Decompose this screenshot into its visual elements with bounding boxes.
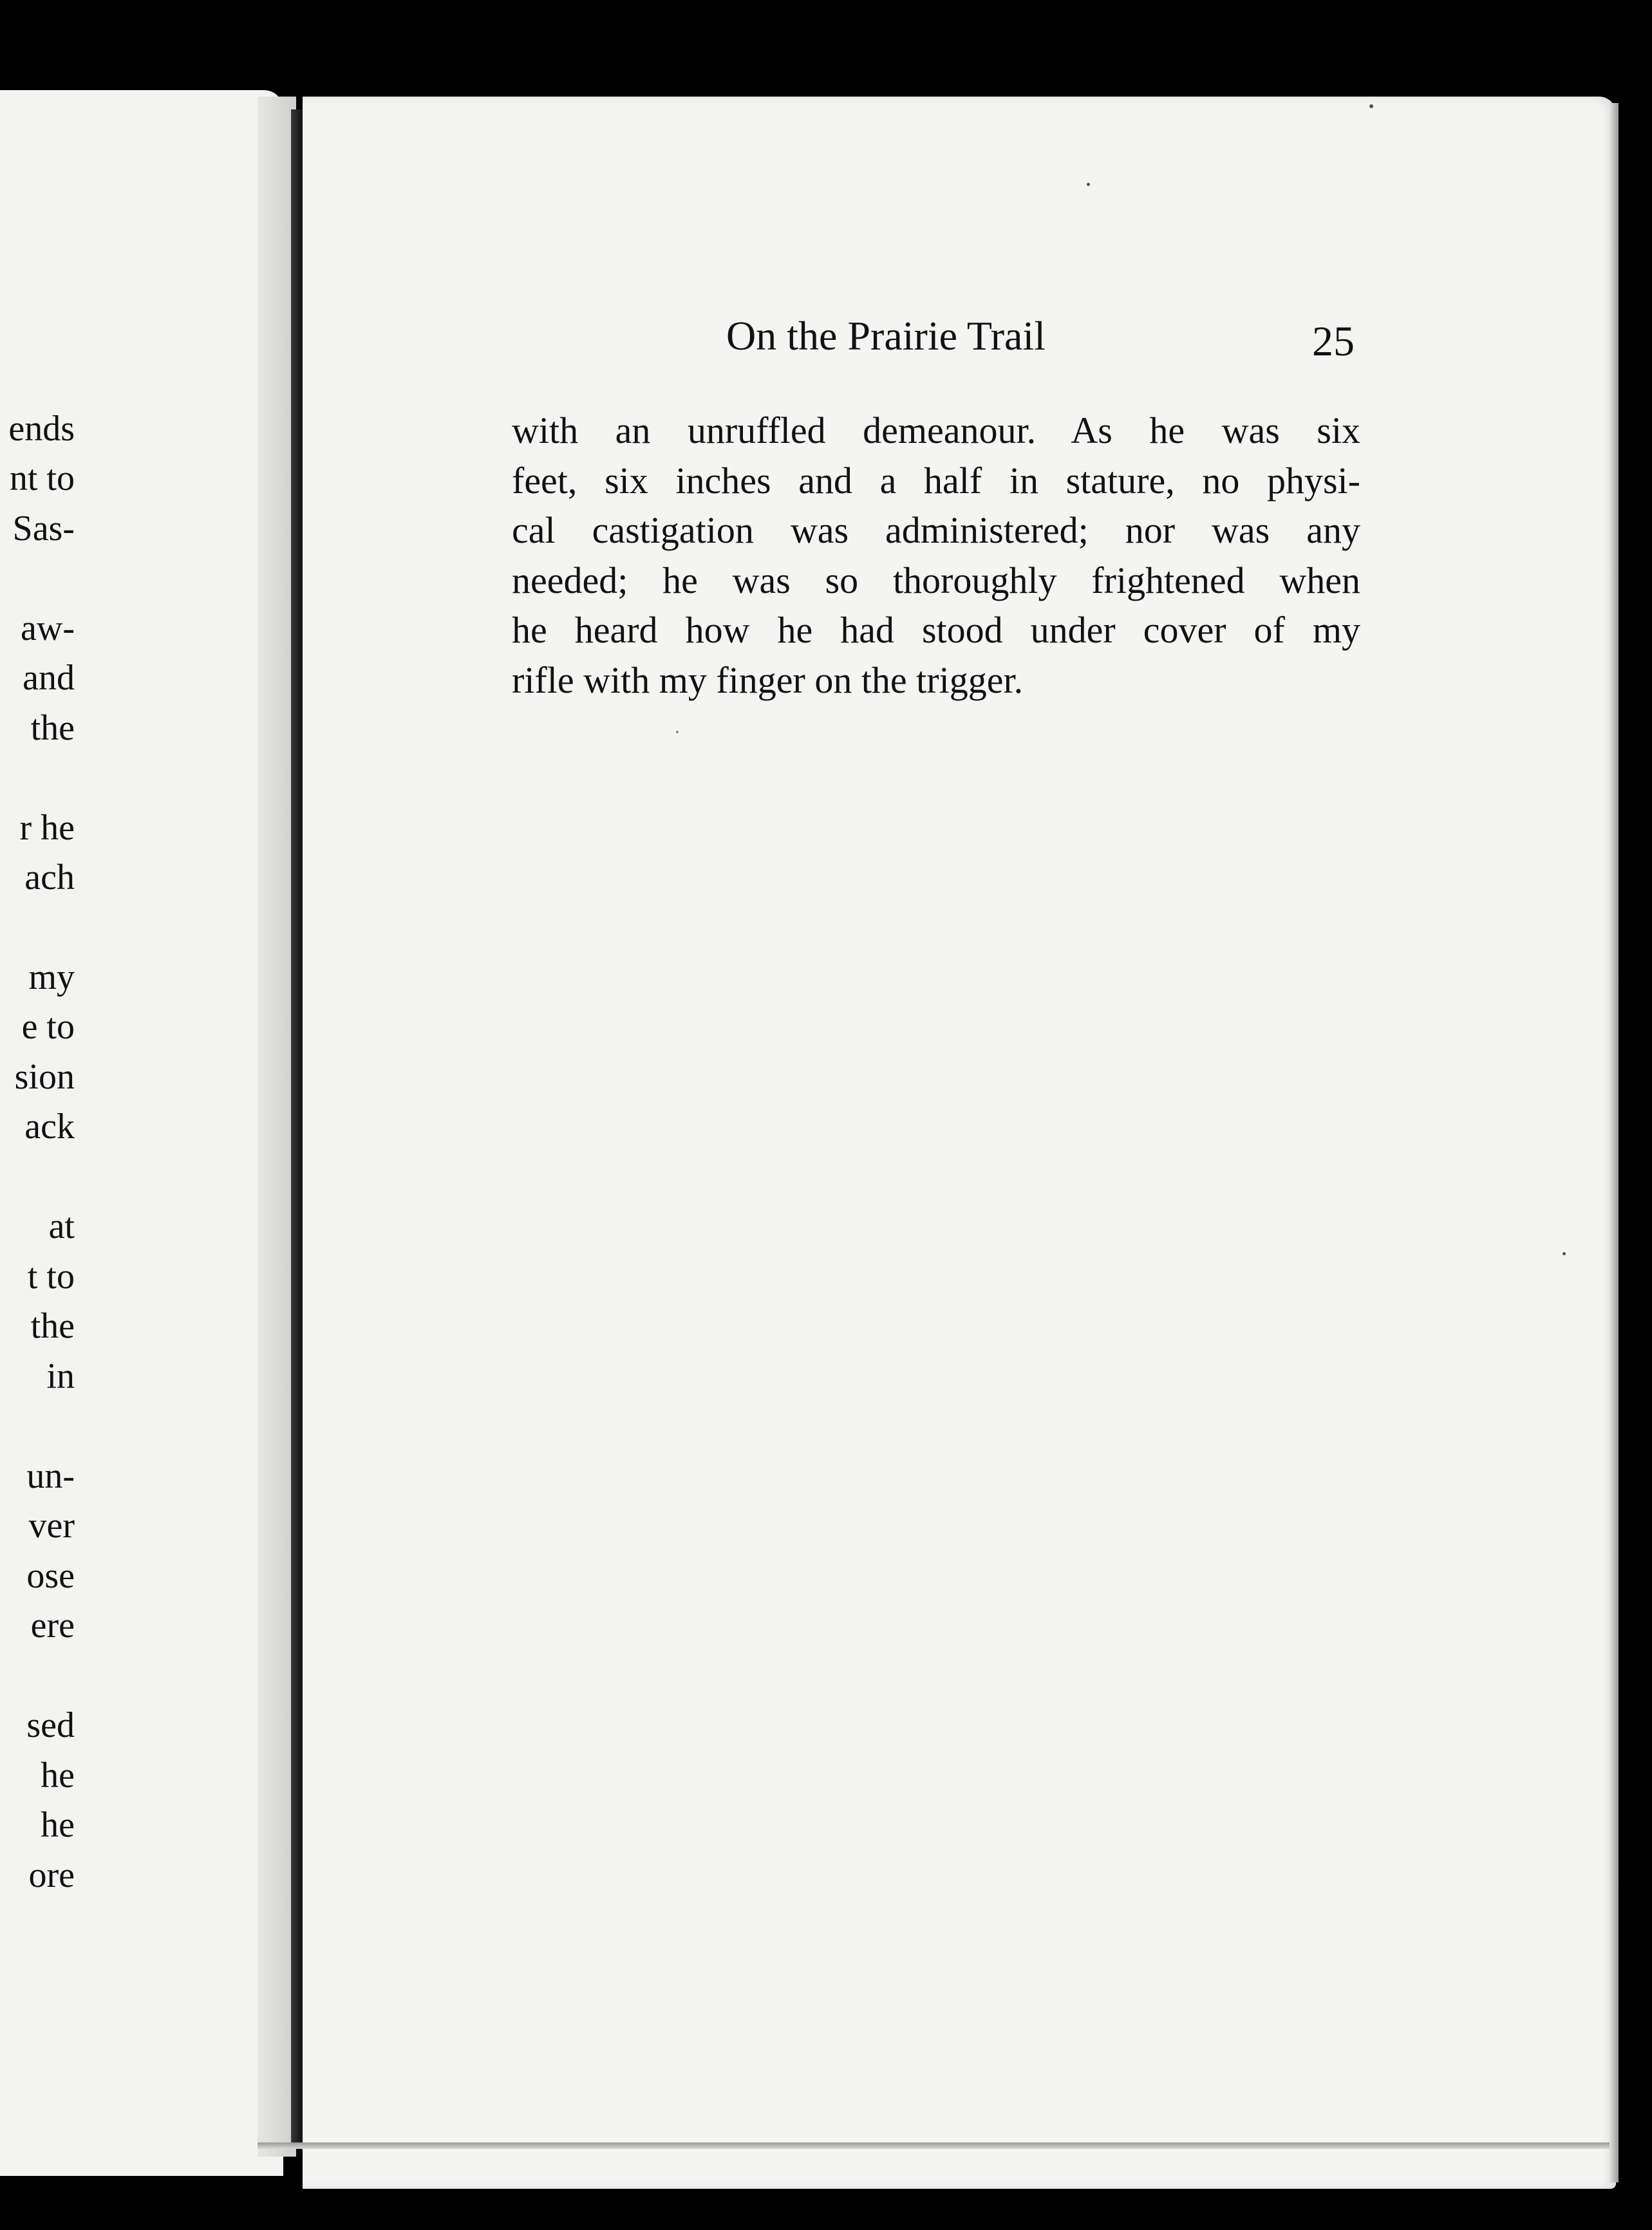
left-line-fragment: ack	[24, 1107, 75, 1147]
left-line-fragment: nt to	[9, 458, 75, 498]
left-line-fragment: t to	[27, 1257, 75, 1297]
left-line-fragment: ver	[28, 1506, 75, 1546]
left-line-fragment: in	[46, 1356, 75, 1396]
body-line: feet, six inches and a half in stature, no physi-	[512, 459, 1360, 501]
left-line-fragment: at	[48, 1206, 75, 1246]
body-line: he heard how he had stood under cover of my	[512, 609, 1360, 651]
left-line-fragment: ore	[28, 1855, 75, 1895]
body-line: needed; he was so thoroughly frightened when	[512, 559, 1360, 601]
body-line: rifle with my finger on the trigger.	[512, 659, 1024, 701]
left-line-fragment: sion	[14, 1057, 75, 1097]
left-line-fragment: ose	[26, 1556, 75, 1596]
body-line: cal castigation was administered; nor was any	[512, 509, 1360, 551]
body-paragraph	[512, 406, 1360, 705]
left-line-fragment: my	[28, 957, 75, 997]
left-line-fragment: Sas-	[12, 509, 75, 548]
left-line-fragment: aw-	[21, 608, 75, 648]
dust-speck	[676, 731, 679, 733]
right-page-edge	[1610, 103, 1619, 2182]
left-line-fragment: the	[30, 1306, 75, 1346]
dust-speck	[1369, 104, 1373, 108]
dust-speck	[1087, 183, 1090, 186]
left-line-fragment: r he	[19, 808, 75, 848]
left-line-fragment: he	[41, 1756, 75, 1795]
left-line-fragment: ends	[8, 409, 75, 449]
left-page-shadow	[258, 97, 296, 2157]
running-head: On the Prairie Trail	[726, 313, 1046, 359]
left-line-fragment: sed	[26, 1705, 75, 1745]
left-line-fragment: ach	[24, 857, 75, 897]
bottom-page-edge	[258, 2142, 1610, 2149]
left-line-fragment: ere	[30, 1606, 75, 1645]
left-line-fragment: he	[41, 1805, 75, 1845]
left-line-fragment: un-	[26, 1456, 75, 1496]
dust-speck	[1563, 1252, 1566, 1255]
left-line-fragment: the	[30, 708, 75, 748]
left-line-fragment: e to	[21, 1007, 75, 1047]
body-line: with an unruffled demeanour. As he was six	[512, 409, 1360, 451]
left-line-fragment: and	[23, 658, 75, 698]
page-number: 25	[1312, 318, 1355, 365]
